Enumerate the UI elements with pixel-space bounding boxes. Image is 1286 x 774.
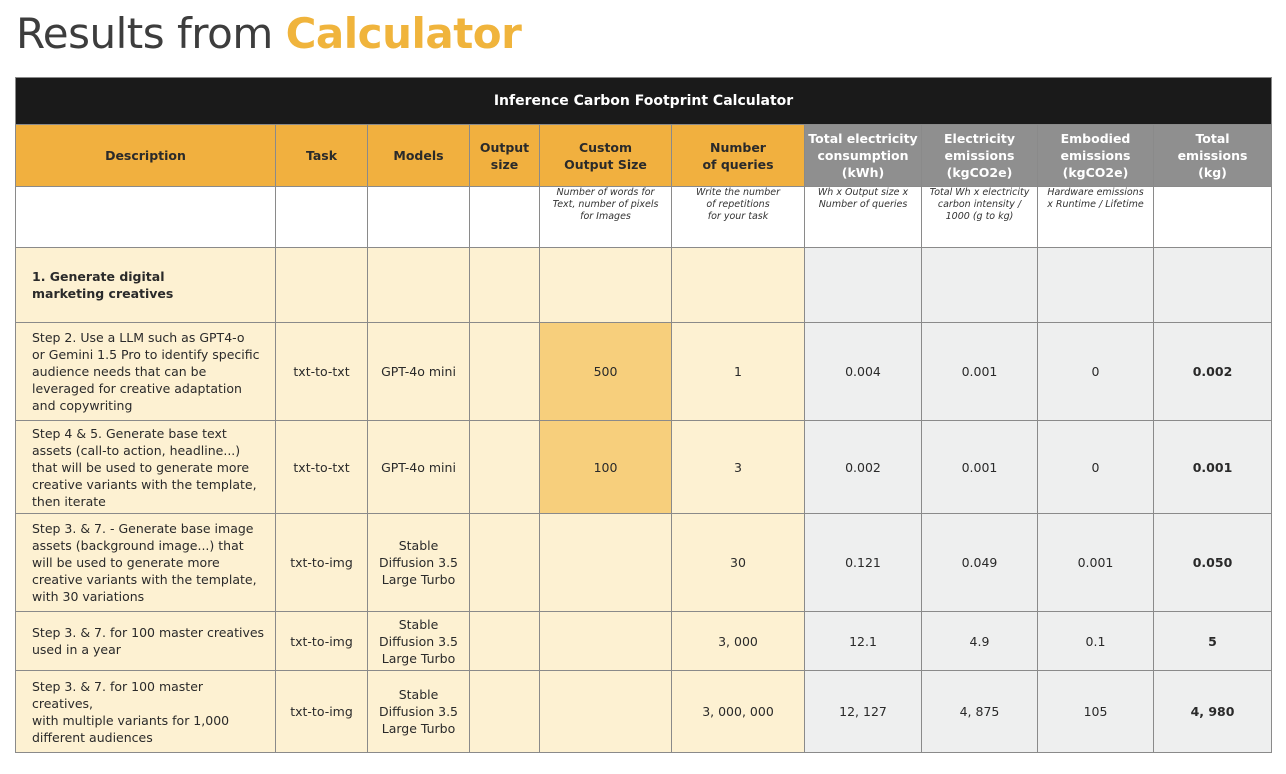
row-description: Step 3. & 7. for 100 master creatives, with multiple variants for 1,000 different audiences	[16, 671, 276, 753]
note-description	[16, 187, 276, 248]
row-total-emissions: 0.050	[1154, 514, 1272, 612]
row-electricity-emissions: 4, 875	[922, 671, 1038, 753]
note-total-electricity: Wh x Output size x Number of queries	[805, 187, 922, 248]
row-model: GPT-4o mini	[368, 323, 470, 421]
row-output-size	[470, 671, 540, 753]
row-custom-output-size-input[interactable]	[540, 612, 672, 671]
header-models: Models	[368, 125, 470, 187]
row-electricity-emissions: 4.9	[922, 612, 1038, 671]
page-title-accent: Calculator	[285, 9, 522, 58]
row-electricity-kwh: 12, 127	[805, 671, 922, 753]
section-label: 1. Generate digital marketing creatives	[16, 248, 276, 323]
row-electricity-kwh: 0.121	[805, 514, 922, 612]
row-total-emissions: 0.001	[1154, 421, 1272, 514]
row-task: txt-to-img	[276, 514, 368, 612]
row-description: Step 4 & 5. Generate base text assets (call-to action, headline...) that will be used to generate more creative variants with the template, then iterate	[16, 421, 276, 514]
row-task: txt-to-img	[276, 671, 368, 753]
row-electricity-kwh: 12.1	[805, 612, 922, 671]
row-description: Step 3. & 7. for 100 master creatives used in a year	[16, 612, 276, 671]
row-embodied-emissions: 0	[1038, 421, 1154, 514]
table-row	[16, 612, 1272, 671]
table-cell	[276, 248, 368, 323]
row-output-size	[470, 421, 540, 514]
row-model: Stable Diffusion 3.5 Large Turbo	[368, 514, 470, 612]
page-title	[16, 8, 521, 60]
header-number-of-queries: Number of queries	[672, 125, 805, 187]
row-total-emissions: 5	[1154, 612, 1272, 671]
header-description: Description	[16, 125, 276, 187]
note-electricity-emissions: Total Wh x electricity carbon intensity / 1000 (g to kg)	[922, 187, 1038, 248]
header-row	[16, 125, 1272, 187]
row-queries-input[interactable]: 3, 000, 000	[672, 671, 805, 753]
row-electricity-emissions: 0.049	[922, 514, 1038, 612]
row-task: txt-to-img	[276, 612, 368, 671]
table-row	[16, 421, 1272, 514]
row-output-size	[470, 323, 540, 421]
header-task: Task	[276, 125, 368, 187]
table-cell	[1154, 248, 1272, 323]
header-embodied-emissions: Embodied emissions (kgCO2e)	[1038, 125, 1154, 187]
row-embodied-emissions: 0.001	[1038, 514, 1154, 612]
table-row	[16, 671, 1272, 753]
header-custom-output-size: Custom Output Size	[540, 125, 672, 187]
table-cell	[470, 248, 540, 323]
row-electricity-kwh: 0.004	[805, 323, 922, 421]
page-title-prefix: Results from	[16, 9, 286, 58]
table-row	[16, 514, 1272, 612]
carbon-calculator-table	[15, 77, 1272, 753]
row-embodied-emissions: 0.1	[1038, 612, 1154, 671]
row-custom-output-size-input[interactable]	[540, 514, 672, 612]
header-electricity-emissions: Electricity emissions (kgCO2e)	[922, 125, 1038, 187]
row-electricity-emissions: 0.001	[922, 421, 1038, 514]
table-row	[16, 323, 1272, 421]
table-cell	[922, 248, 1038, 323]
row-custom-output-size-input[interactable]: 500	[540, 323, 672, 421]
row-description: Step 3. & 7. - Generate base image assets (background image...) that will be used to generate more creative variants with the template, with 30 variations	[16, 514, 276, 612]
note-task	[276, 187, 368, 248]
header-output-size: Output size	[470, 125, 540, 187]
header-total-electricity: Total electricity consumption (kWh)	[805, 125, 922, 187]
row-embodied-emissions: 0	[1038, 323, 1154, 421]
note-number-of-queries: Write the number of repetitions for your task	[672, 187, 805, 248]
section-row	[16, 248, 1272, 323]
row-queries-input[interactable]: 3, 000	[672, 612, 805, 671]
row-total-emissions: 4, 980	[1154, 671, 1272, 753]
row-output-size	[470, 514, 540, 612]
row-output-size	[470, 612, 540, 671]
header-total-emissions: Total emissions (kg)	[1154, 125, 1272, 187]
table-cell	[368, 248, 470, 323]
row-queries-input[interactable]: 30	[672, 514, 805, 612]
table-title: Inference Carbon Footprint Calculator	[16, 78, 1272, 125]
table-title-row	[16, 78, 1272, 125]
row-model: GPT-4o mini	[368, 421, 470, 514]
row-custom-output-size-input[interactable]: 100	[540, 421, 672, 514]
note-output-size	[470, 187, 540, 248]
row-queries-input[interactable]: 1	[672, 323, 805, 421]
row-total-emissions: 0.002	[1154, 323, 1272, 421]
row-task: txt-to-txt	[276, 421, 368, 514]
table-cell	[1038, 248, 1154, 323]
note-custom-output-size: Number of words for Text, number of pixels for Images	[540, 187, 672, 248]
row-electricity-kwh: 0.002	[805, 421, 922, 514]
row-queries-input[interactable]: 3	[672, 421, 805, 514]
table-cell	[672, 248, 805, 323]
note-total-emissions	[1154, 187, 1272, 248]
row-task: txt-to-txt	[276, 323, 368, 421]
row-description: Step 2. Use a LLM such as GPT4-o or Gemini 1.5 Pro to identify specific audience needs that can be leveraged for creative adaptation and copywriting	[16, 323, 276, 421]
row-model: Stable Diffusion 3.5 Large Turbo	[368, 671, 470, 753]
table-cell	[540, 248, 672, 323]
notes-row	[16, 187, 1272, 248]
note-models	[368, 187, 470, 248]
note-embodied-emissions: Hardware emissions x Runtime / Lifetime	[1038, 187, 1154, 248]
table-cell	[805, 248, 922, 323]
row-electricity-emissions: 0.001	[922, 323, 1038, 421]
row-embodied-emissions: 105	[1038, 671, 1154, 753]
row-model: Stable Diffusion 3.5 Large Turbo	[368, 612, 470, 671]
row-custom-output-size-input[interactable]	[540, 671, 672, 753]
